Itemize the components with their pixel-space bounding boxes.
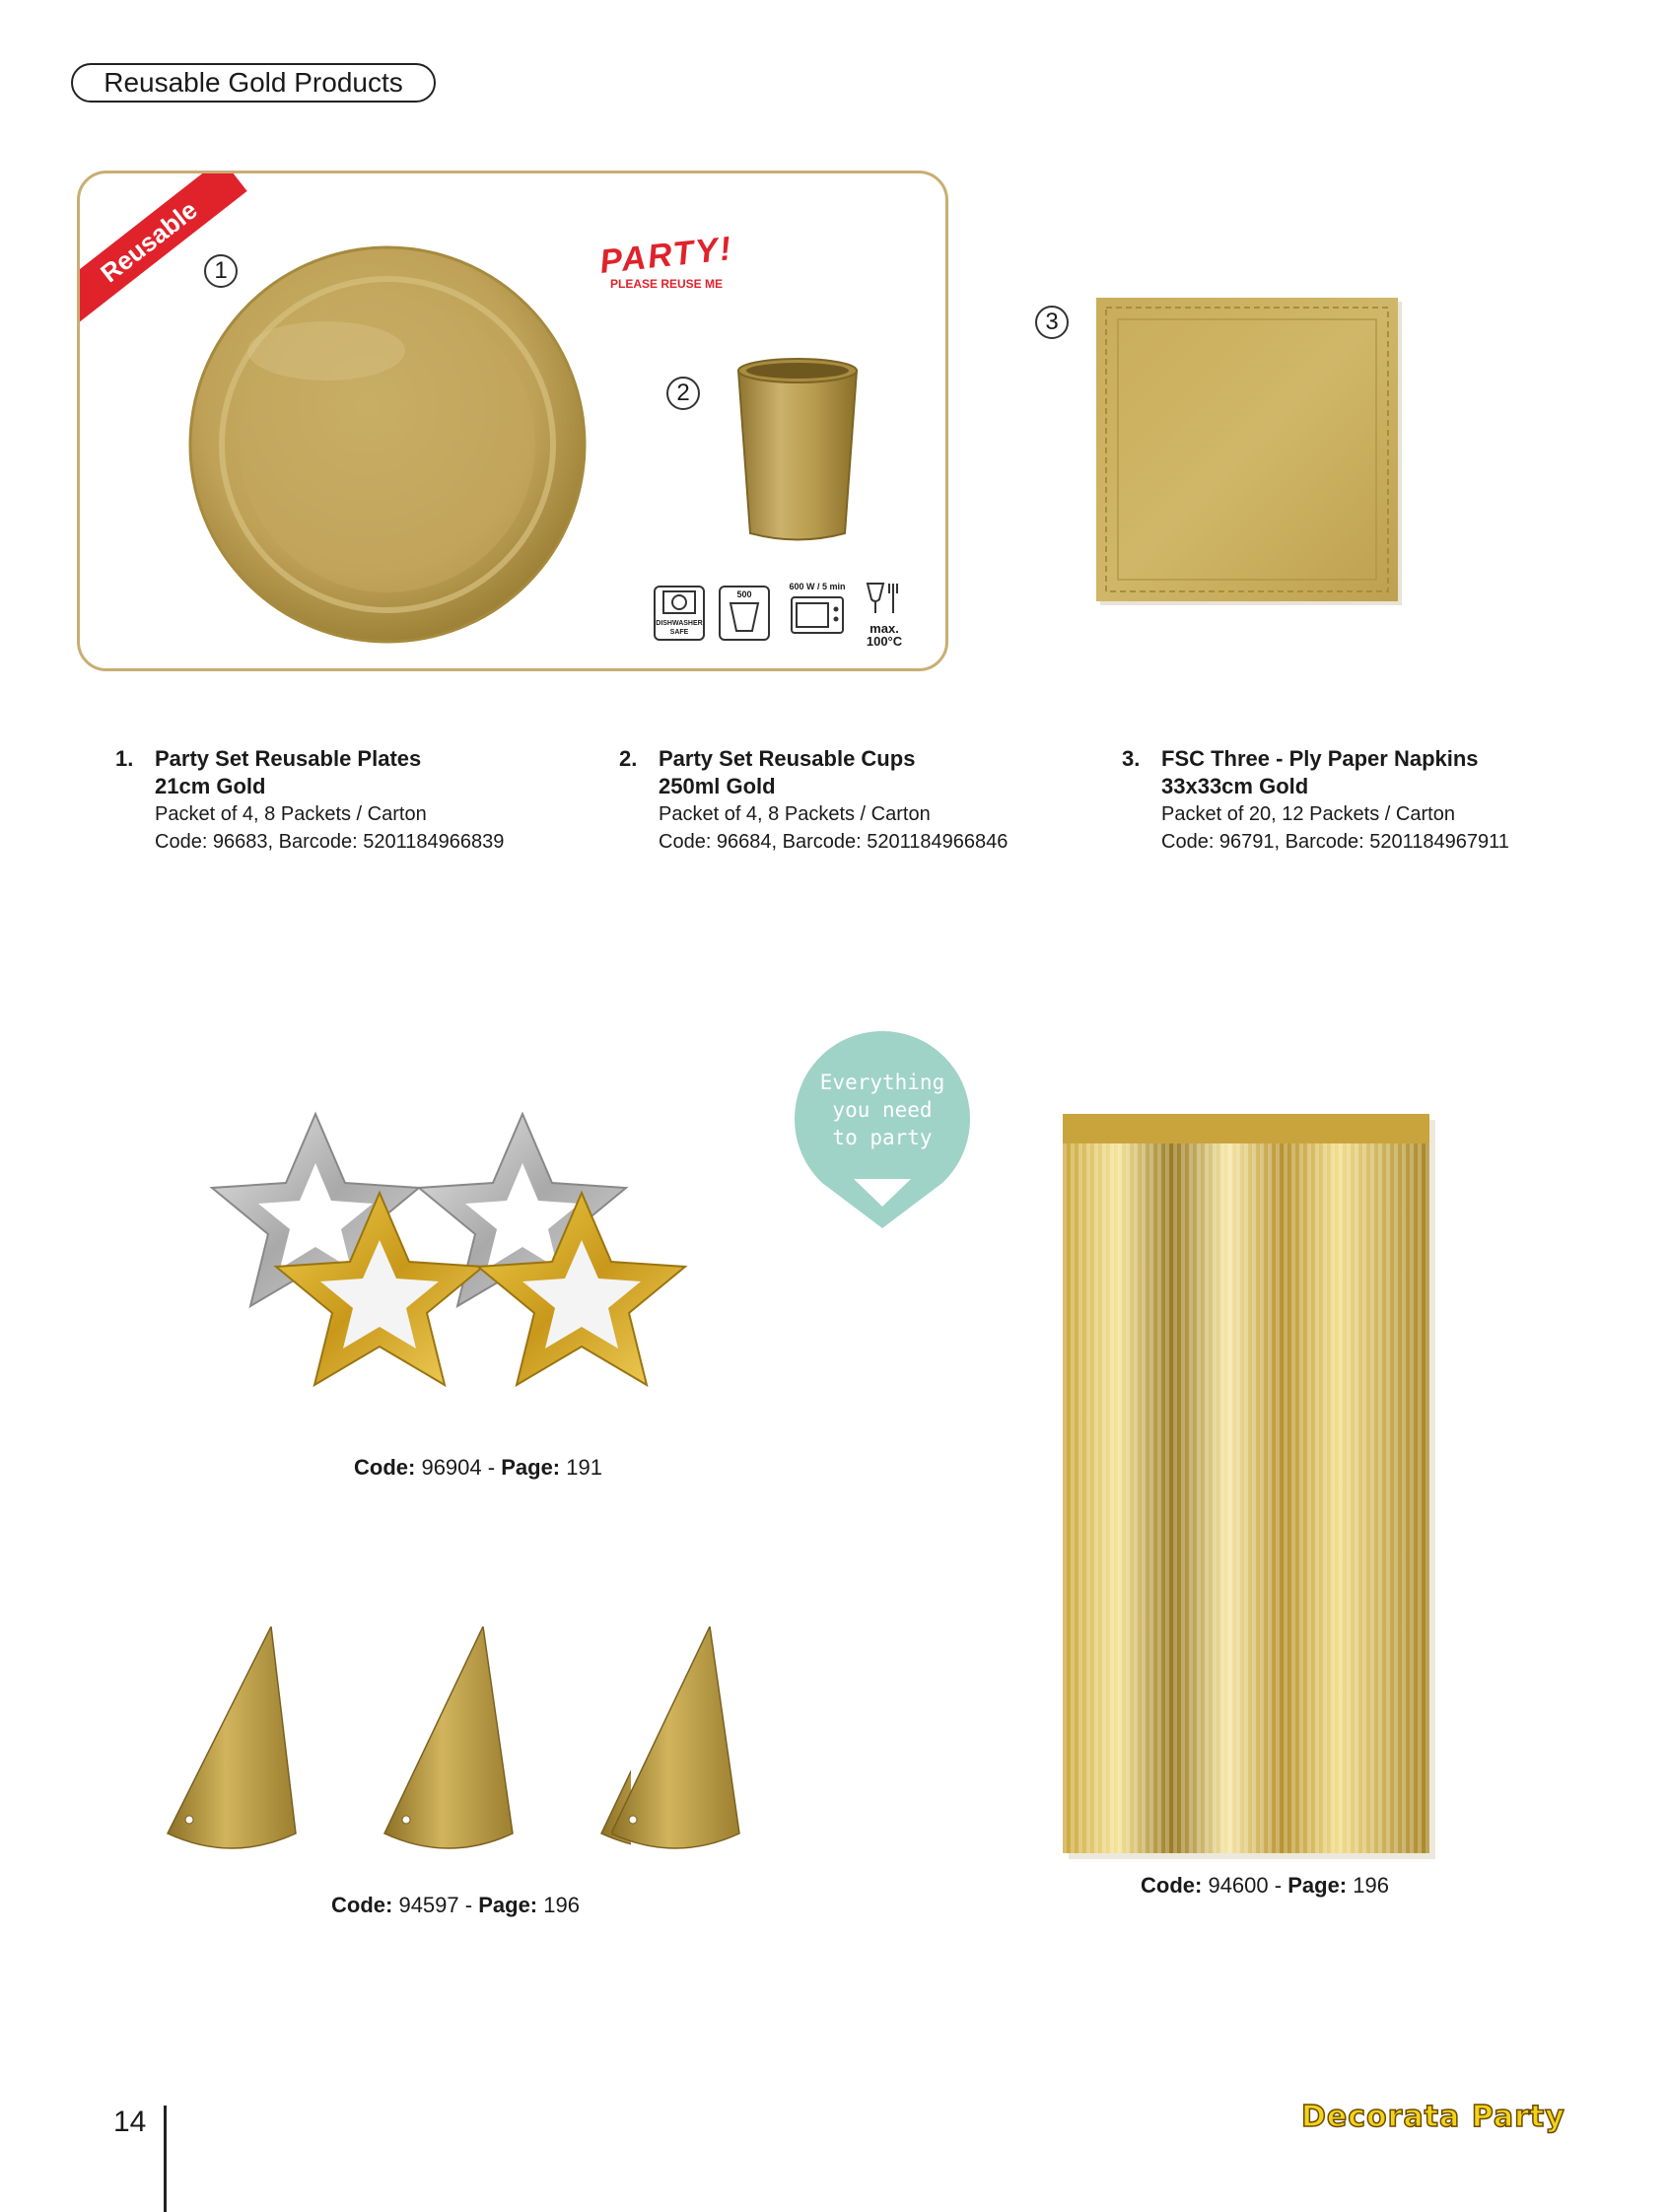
separator: - <box>464 1893 473 1917</box>
cup-image <box>738 359 857 540</box>
product-size: 33x33cm Gold <box>1161 774 1309 798</box>
product-title: FSC Three - Ply Paper Napkins <box>1161 746 1479 771</box>
page-value: 191 <box>566 1455 602 1480</box>
code-label: Code: <box>1141 1873 1203 1898</box>
party-hat-3-image <box>611 1626 818 1863</box>
hat <box>384 1626 513 1848</box>
ribbon-label: Reusable <box>94 194 203 289</box>
bubble-text <box>795 1069 970 1151</box>
glasses-caption <box>286 1455 670 1481</box>
hat <box>168 1626 296 1848</box>
code-value: 96904 <box>421 1455 482 1480</box>
brand-logo: Decorata Party <box>1301 2100 1565 2134</box>
product-codes: Code: 96683, Barcode: 5201184966839 <box>155 831 505 853</box>
code-value: 94597 <box>398 1893 459 1917</box>
star-glasses-image <box>187 1104 720 1419</box>
separator: - <box>1274 1873 1283 1898</box>
marker-2: 2 <box>666 377 700 410</box>
microwave-badge <box>782 582 853 642</box>
cycles-badge <box>719 586 770 641</box>
glass-fork-icon <box>860 582 909 617</box>
product-codes: Code: 96684, Barcode: 5201184966846 <box>659 831 1008 853</box>
party-hats-image <box>158 1626 631 1863</box>
dishwasher-label: DISHWASHER SAFE <box>656 620 703 636</box>
code-value: 94600 <box>1208 1873 1269 1898</box>
product-showcase <box>77 171 948 671</box>
product-packing: Packet of 4, 8 Packets / Carton <box>659 803 931 825</box>
product-title: Party Set Reusable Cups <box>659 746 916 771</box>
page-number: 14 <box>113 2106 147 2138</box>
dishwasher-icon <box>656 588 703 617</box>
product-packing: Packet of 20, 12 Packets / Carton <box>1161 803 1455 825</box>
page-label: Page: <box>1287 1873 1348 1898</box>
page-label: Page: <box>478 1893 538 1917</box>
separator: - <box>487 1455 496 1480</box>
footer-divider <box>164 2106 167 2212</box>
product-codes: Code: 96791, Barcode: 5201184967911 <box>1161 831 1509 853</box>
max-temp-label: max. <box>869 621 899 636</box>
party-logo <box>583 230 750 291</box>
party-logo-tagline: PLEASE REUSE ME <box>609 277 724 291</box>
bubble-line: Everything <box>819 1071 945 1094</box>
bubble-line: you need <box>832 1098 933 1122</box>
product-number: 3. <box>1122 746 1141 771</box>
bubble-line: to party <box>832 1126 933 1149</box>
product-2 <box>619 745 1092 856</box>
product-title: Party Set Reusable Plates <box>155 746 422 771</box>
plate-image <box>190 247 585 642</box>
product-number: 1. <box>115 746 134 771</box>
product-size: 21cm Gold <box>155 774 266 798</box>
microwave-icon <box>788 591 847 637</box>
product-packing: Packet of 4, 8 Packets / Carton <box>155 803 427 825</box>
food-safe-badge <box>857 582 912 649</box>
product-size: 250ml Gold <box>659 774 776 798</box>
dishwasher-badge <box>654 586 705 641</box>
page-value: 196 <box>1353 1873 1389 1898</box>
page-label: Page: <box>501 1455 561 1480</box>
page-value: 196 <box>543 1893 580 1917</box>
marker-3: 3 <box>1035 306 1069 339</box>
max-temp-value: 100°C <box>866 634 903 649</box>
glass-cycles-icon <box>721 599 768 635</box>
section-title: Reusable Gold Products <box>71 63 436 103</box>
marker-1: 1 <box>204 254 238 288</box>
microwave-power-label: 600 W / 5 min <box>789 582 846 591</box>
napkin-image <box>1096 298 1412 611</box>
product-3 <box>1122 745 1634 856</box>
code-label: Code: <box>331 1893 393 1917</box>
product-number: 2. <box>619 746 638 771</box>
foil-curtain-image <box>1063 1114 1437 1863</box>
party-logo-text: PARTY! <box>597 230 735 281</box>
curtain-caption <box>1073 1873 1457 1899</box>
hats-caption <box>258 1893 653 1918</box>
product-1 <box>115 745 589 856</box>
cycles-label: 500 <box>736 589 752 599</box>
code-label: Code: <box>354 1455 416 1480</box>
